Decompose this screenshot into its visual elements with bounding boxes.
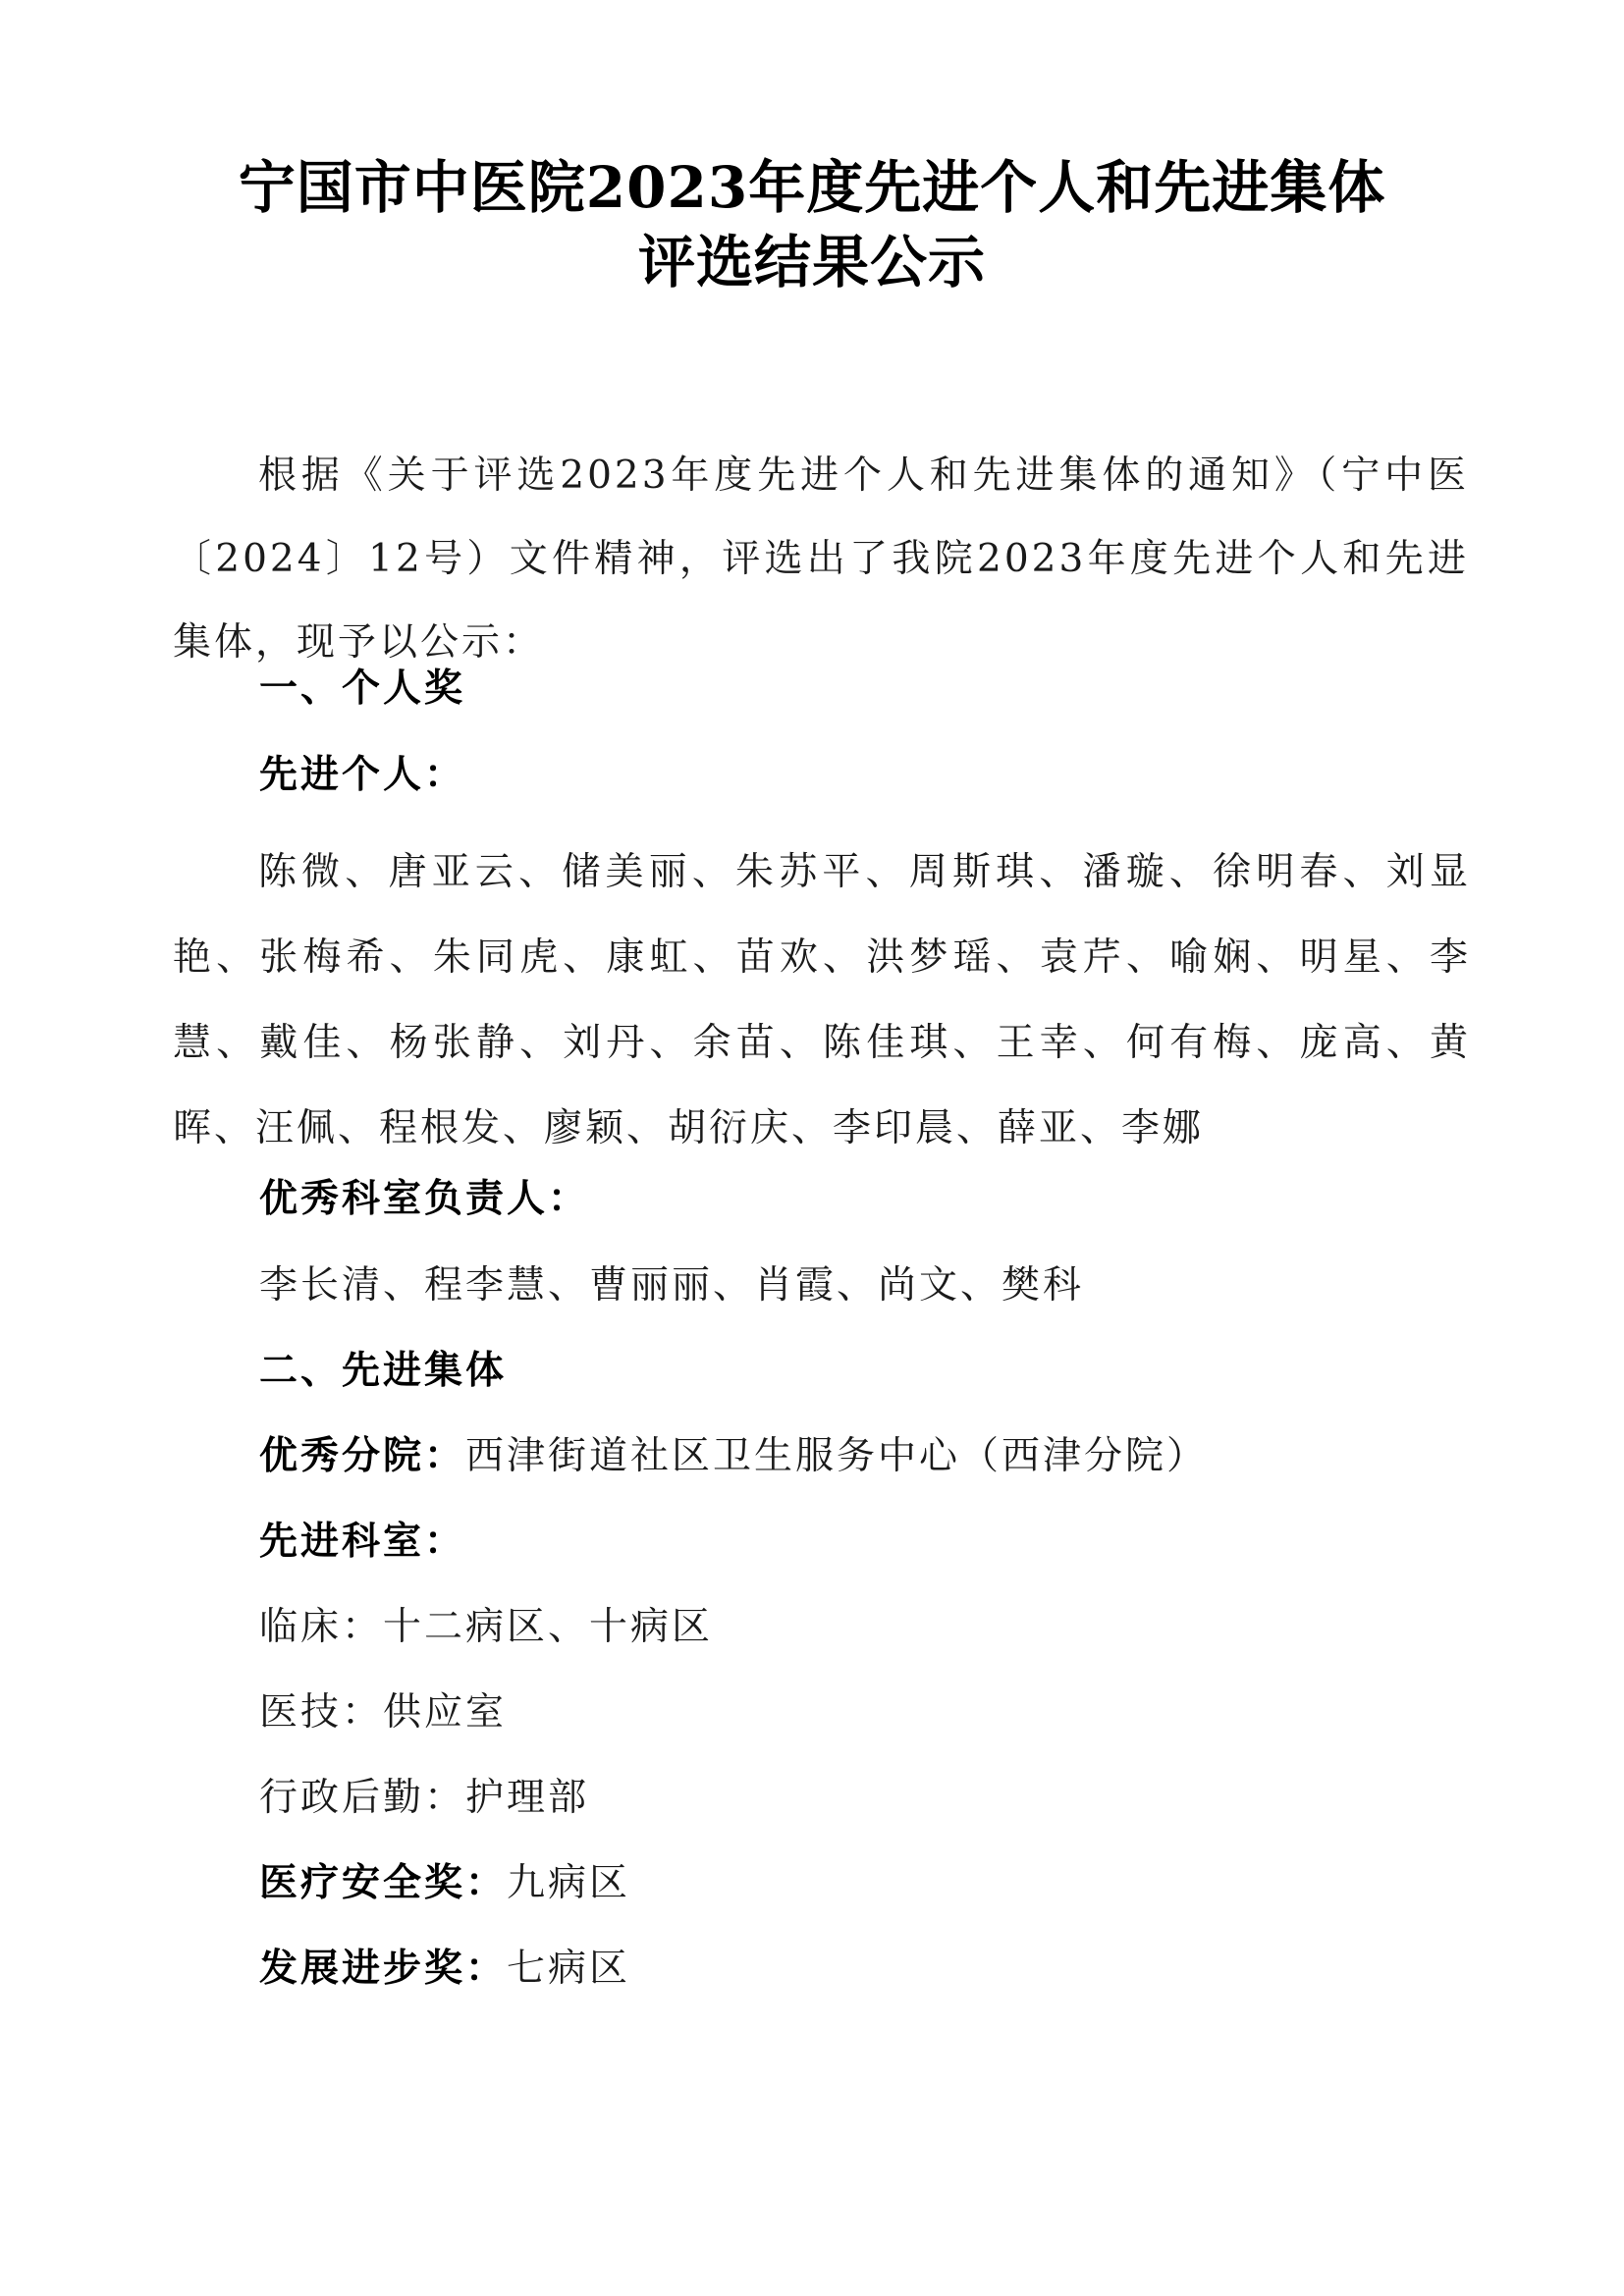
- branch-row: [259, 1433, 1209, 1478]
- departments-medtech: 医技：供应室: [259, 1690, 508, 1735]
- safety-award-row: [259, 1860, 631, 1905]
- section1-heading: 一、个人奖: [259, 666, 466, 711]
- document-title-line2: 评选结果公示: [637, 229, 986, 295]
- dept-heads-label: 优秀科室负责人：: [259, 1176, 590, 1221]
- safety-award-label: 医疗安全奖：: [259, 1860, 508, 1905]
- document-title-line1: 宁国市中医院2023年度先进个人和先进集体: [238, 154, 1386, 221]
- advanced-individuals-label: 先进个人：: [259, 752, 466, 797]
- departments-clinical: 临床：十二病区、十病区: [259, 1605, 714, 1649]
- advanced-individuals-names: 陈微、唐亚云、储美丽、朱苏平、周斯琪、潘璇、徐明春、刘显艳、张梅希、朱同虎、康虹、苗欢、洪梦瑶、袁芹、喻娴、明星、李慧、戴佳、杨张静、刘丹、余苗、陈佳琪、王幸、何有梅、庞高、黄晖、汪佩、程根发、廖颖、胡衍庆、李印晨、薛亚、李娜: [173, 850, 1471, 1150]
- departments-admin: 行政后勤：护理部: [259, 1776, 590, 1820]
- safety-award-value: 九病区: [507, 1861, 631, 1905]
- departments-label: 先进科室：: [259, 1519, 466, 1564]
- progress-award-row: [259, 1946, 631, 1991]
- dept-heads-names: 李长清、程李慧、曹丽丽、肖霞、尚文、樊科: [259, 1263, 1085, 1308]
- branch-label: 优秀分院：: [259, 1433, 466, 1478]
- progress-award-label: 发展进步奖：: [259, 1946, 508, 1991]
- progress-award-value: 七病区: [507, 1947, 631, 1991]
- branch-value: 西津街道社区卫生服务中心（西津分院）: [465, 1434, 1209, 1478]
- intro-paragraph: 根据《关于评选2023年度先进个人和先进集体的通知》（宁中医〔2024〕12号）文件精神，评选出了我院2023年度先进个人和先进集体，现予以公示：: [173, 454, 1469, 665]
- section2-heading: 二、先进集体: [259, 1348, 508, 1393]
